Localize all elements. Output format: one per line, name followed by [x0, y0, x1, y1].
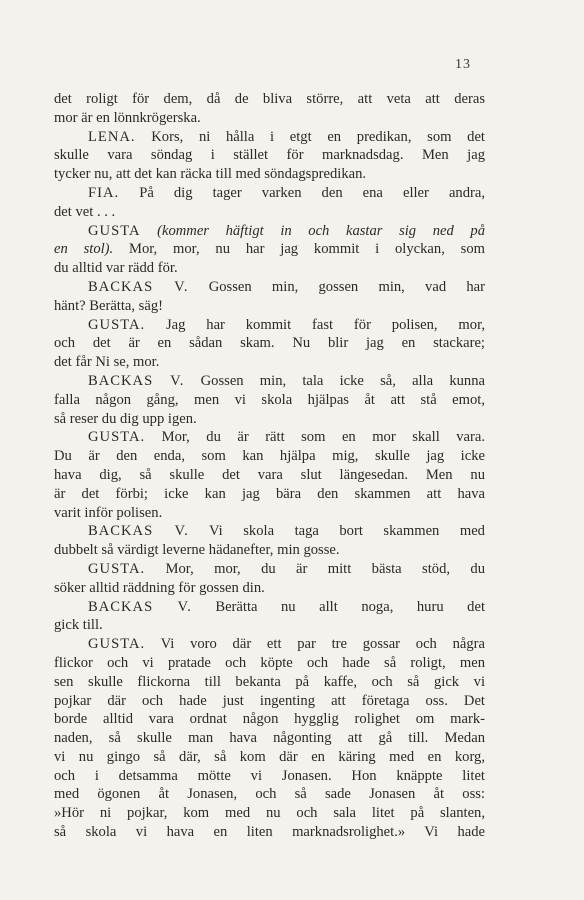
line-text: Vi voro där ett par tre gossar och några — [145, 636, 485, 653]
text-line — [54, 560, 485, 579]
speaker-name: GUSTA — [88, 222, 141, 239]
text-line — [54, 109, 485, 128]
speaker-name: BACKAS V. — [88, 372, 185, 389]
line-text: Vi skola taga bort skammen med — [188, 523, 485, 540]
line-text: naden, så skulle man hava någonting att gå till. Medan — [54, 730, 485, 747]
line-text: med ögonen åt Jonasen, och så sade Jonasen åt oss: — [54, 786, 485, 803]
text-line — [54, 804, 485, 823]
speaker-name: GUSTA. — [88, 560, 146, 577]
line-text: Gossen min, tala icke så, alla kunna — [184, 372, 485, 389]
line-text: det får Ni se, mor. — [54, 354, 160, 371]
line-text: sen skulle flickorna till bekanta på kaffe, och så gick vi — [54, 673, 485, 690]
page-number: 13 — [455, 57, 471, 72]
line-text: mor är en lönnkrögerska. — [54, 109, 201, 126]
line-text: är det förbi; icke kan jag bära den skammen att hava — [54, 485, 485, 502]
line-text: Mor, mor, du är mitt bästa stöd, du — [145, 560, 485, 577]
speaker-name: BACKAS V. — [88, 278, 189, 295]
text-line — [54, 616, 485, 635]
text-line — [54, 598, 485, 617]
text-line — [54, 410, 485, 429]
line-text: Du är den enda, som kan hjälpa mig, skulle jag icke — [54, 448, 485, 465]
stage-direction: (kommer häftigt in och kastar sig ned på — [157, 222, 485, 239]
line-text: så skola vi hava en liten marknadsrolighet.» Vi hade — [54, 824, 485, 841]
speaker-name: GUSTA. — [88, 316, 146, 333]
text-line — [54, 428, 485, 447]
line-text: falla någon gång, men vi skola hjälpas åt att stå emot, — [54, 391, 485, 408]
text-line — [54, 222, 485, 241]
line-text: vi nu gingo så där, så kom där en käring med en korg, — [54, 748, 485, 765]
text-line — [54, 541, 485, 560]
line-text: söker alltid räddning för gossen din. — [54, 579, 265, 596]
line-text: hänt? Berätta, säg! — [54, 297, 163, 314]
text-line — [54, 635, 485, 654]
text-line — [54, 372, 485, 391]
text-line — [54, 673, 485, 692]
text-line — [54, 146, 485, 165]
text-line — [54, 278, 485, 297]
text-line — [54, 447, 485, 466]
line-text: borde alltid vara ordnat någon hygglig rolighet om mark- — [54, 711, 485, 728]
line-text: du alltid var rädd för. — [54, 260, 178, 277]
text-line — [54, 729, 485, 748]
line-text: På dig tager varken den ena eller andra, — [119, 184, 485, 201]
line-text: Jag har kommit fast för polisen, mor, — [145, 316, 485, 333]
text-line — [54, 203, 485, 222]
line-text: hava dig, så skulle det vara slut längesedan. Men nu — [54, 466, 485, 483]
line-text: gick till. — [54, 617, 103, 634]
line-text: och det är en sådan skam. Nu blir jag en stackare; — [54, 335, 485, 352]
text-line — [54, 334, 485, 353]
line-text: så reser du dig upp igen. — [54, 410, 197, 427]
line-text: och i detsamma mötte vi Jonasen. Hon knäppte litet — [54, 767, 485, 784]
page-text — [54, 90, 485, 842]
speaker-name: LENA. — [88, 128, 136, 145]
text-line — [54, 785, 485, 804]
text-line — [54, 297, 485, 316]
text-line — [54, 823, 485, 842]
line-text: det roligt för dem, då de bliva större, att veta att deras — [54, 91, 485, 107]
line-text: Berätta nu allt noga, huru det — [191, 598, 485, 615]
line-text: det vet . . . — [54, 203, 116, 220]
text-line — [54, 184, 485, 203]
line-text: Mor, mor, nu har jag kommit i olyckan, som — [113, 241, 485, 258]
speaker-name: GUSTA. — [88, 636, 146, 653]
stage-direction: en stol). — [54, 241, 114, 258]
text-line — [54, 165, 485, 184]
text-line — [54, 522, 485, 541]
text-line — [54, 353, 485, 372]
line-text: tycker nu, att det kan räcka till med söndagspredikan. — [54, 166, 367, 183]
text-line — [54, 748, 485, 767]
text-line — [54, 259, 485, 278]
text-line — [54, 710, 485, 729]
line-text — [140, 223, 157, 239]
line-text: Kors, ni hålla i etgt en predikan, som det — [135, 128, 485, 145]
text-line — [54, 504, 485, 523]
text-line — [54, 654, 485, 673]
text-line — [54, 767, 485, 786]
text-line — [54, 391, 485, 410]
text-line — [54, 692, 485, 711]
speaker-name: BACKAS V. — [88, 598, 192, 615]
speaker-name: GUSTA. — [88, 429, 146, 446]
line-text: varit inför polisen. — [54, 504, 163, 521]
text-line — [54, 128, 485, 147]
text-line — [54, 485, 485, 504]
text-line — [54, 466, 485, 485]
text-line — [54, 240, 485, 259]
text-line — [54, 90, 485, 109]
line-text: Gossen min, gossen min, vad har — [188, 278, 485, 295]
text-line — [54, 316, 485, 335]
line-text: »Hör ni pojkar, kom med nu och sala litet på slanten, — [54, 805, 485, 822]
line-text: Mor, du är rätt som en mor skall vara. — [145, 429, 485, 446]
line-text: flickor och vi pratade och köpte och hade så roligt, men — [54, 654, 485, 671]
line-text: pojkar där och hade just ingenting att företaga oss. Det — [54, 692, 485, 709]
speaker-name: FIA. — [88, 184, 120, 201]
line-text: skulle vara söndag i stället för marknadsdag. Men jag — [54, 147, 485, 164]
line-text: dubbelt så värdigt leverne hädanefter, min gosse. — [54, 542, 340, 559]
speaker-name: BACKAS V. — [88, 523, 189, 540]
text-line — [54, 579, 485, 598]
